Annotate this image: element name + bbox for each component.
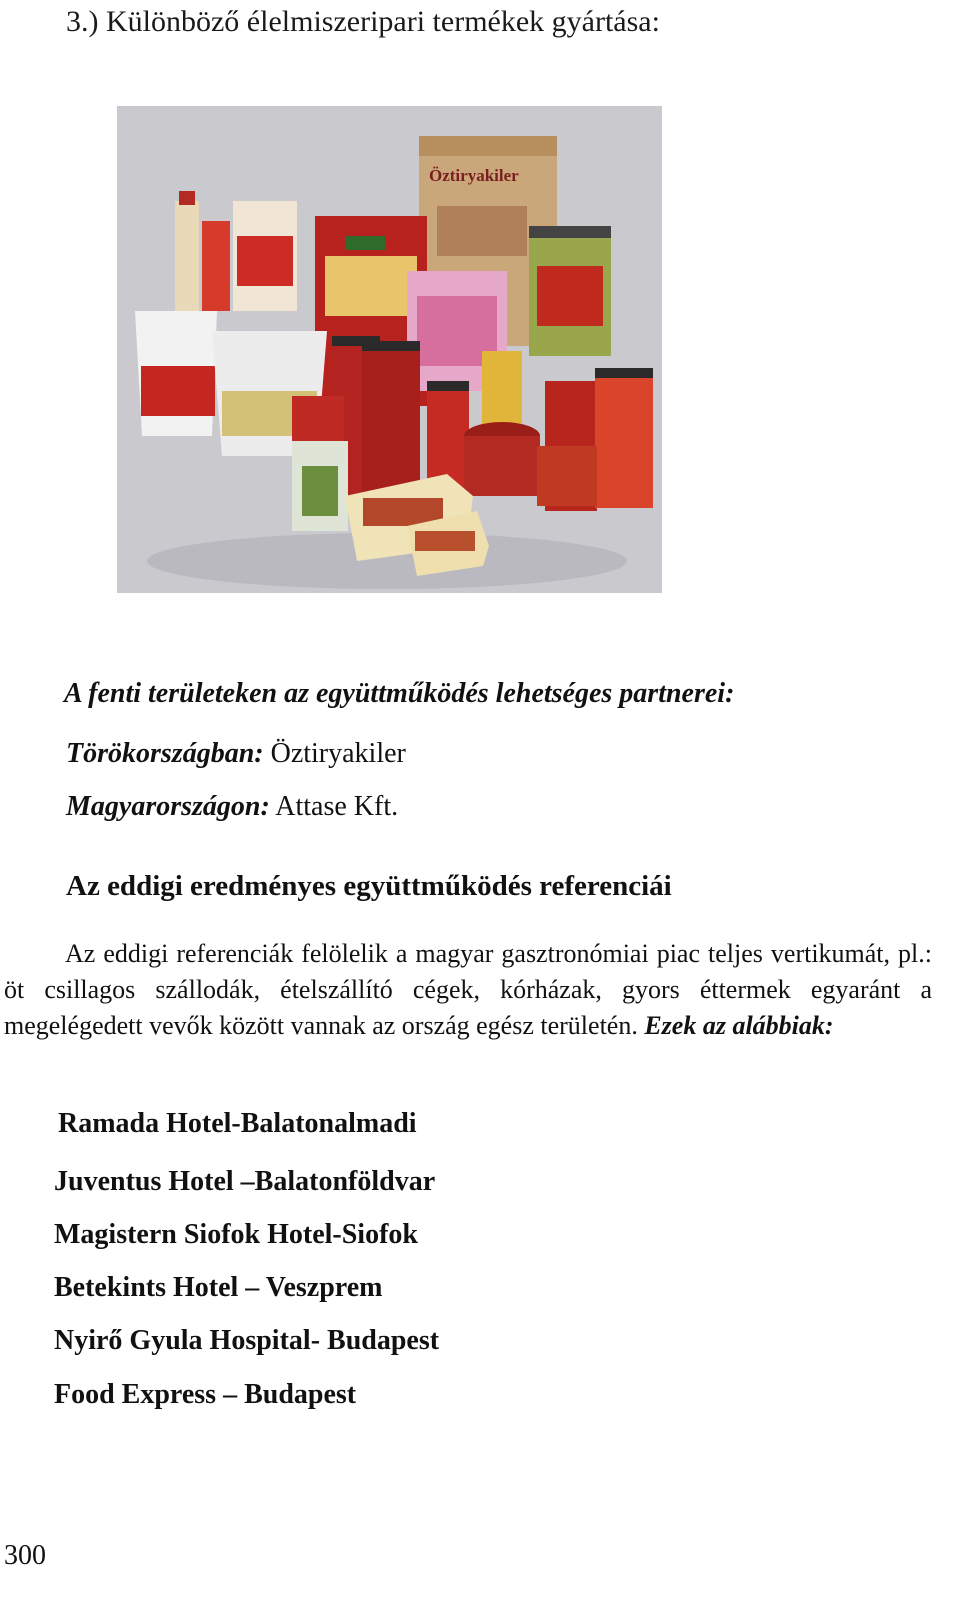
references-paragraph-text: Az eddigi referenciák felölelik a magyar gasztronómiai piac teljes vertikumát, pl.: öt csillagos szállodák, ételszállító cégek, kórházak, gyors éttermek egyaránt a megelégedett vevők között vannak az ország egész területén. — [4, 939, 932, 1040]
partner-turkey — [66, 734, 406, 774]
references-title: Az eddigi eredményes együttműködés referenciái — [66, 870, 672, 902]
partner-turkey-label: Törökországban: — [66, 738, 264, 769]
partner-turkey-value: Öztiryakiler — [263, 738, 406, 769]
reference-item: Food Express – Budapest — [54, 1379, 357, 1410]
partner-hungary-value: Attase Kft. — [269, 791, 399, 822]
references-paragraph-emphasis: Ezek az alábbiak: — [637, 1011, 834, 1040]
section-heading: 3.) Különböző élelmiszeripari termékek gyártása: — [66, 5, 660, 38]
photo-brand-text: Öztiryakiler — [429, 166, 519, 185]
reference-item: Betekints Hotel – Veszprem — [54, 1272, 383, 1303]
partner-hungary-label: Magyarországon: — [66, 791, 270, 822]
reference-item: Nyirő Gyula Hospital- Budapest — [54, 1325, 440, 1356]
partners-title: A fenti területeken az együttműködés lehetséges partnerei: — [64, 678, 735, 709]
reference-item: Juventus Hotel –Balatonföldvar — [54, 1166, 436, 1197]
page-number: 300 — [4, 1540, 46, 1571]
partner-hungary — [66, 787, 398, 827]
references-paragraph — [4, 936, 932, 1044]
product-photo — [117, 106, 662, 593]
reference-item: Magistern Siofok Hotel-Siofok — [54, 1219, 418, 1250]
reference-item: Ramada Hotel-Balatonalmadi — [58, 1108, 417, 1139]
